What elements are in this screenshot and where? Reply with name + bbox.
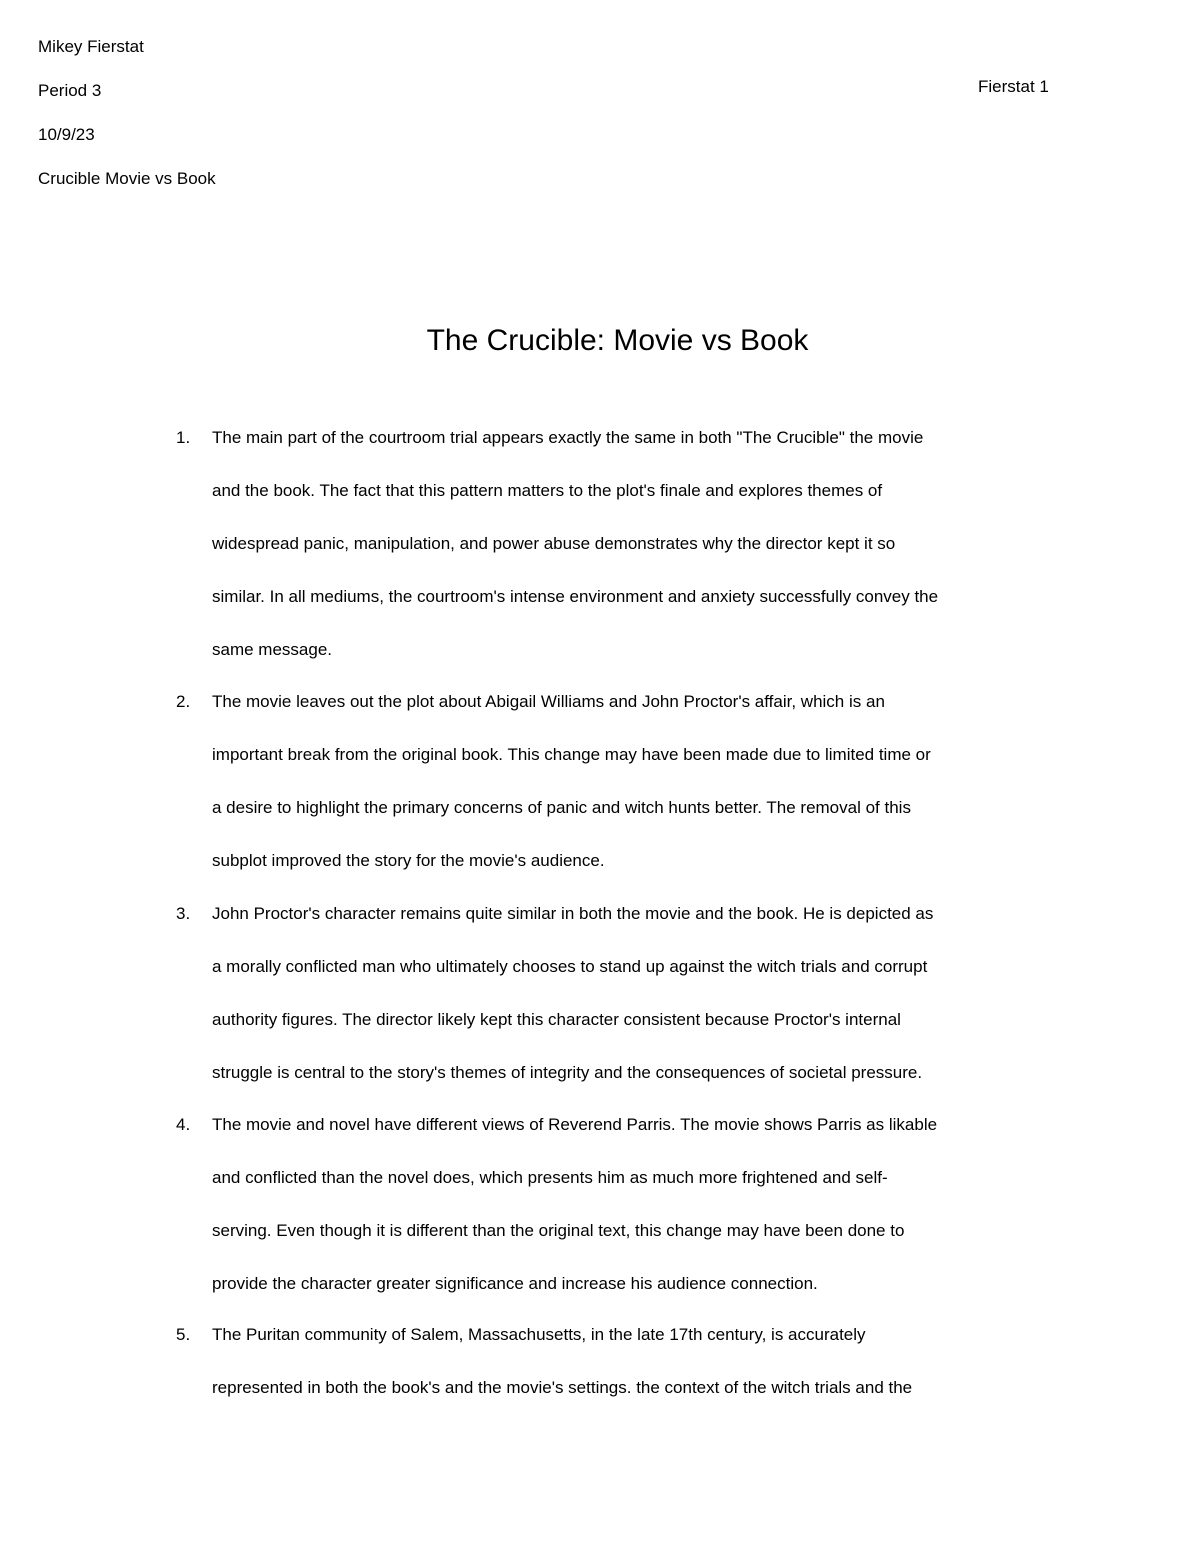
text-line: The main part of the courtroom trial appears exactly the same in both "The Crucible" the movie (212, 428, 924, 447)
text-line: authority figures. The director likely kept this character consistent because Proctor's internal (212, 1010, 901, 1029)
list-item-number: 4. (176, 1115, 191, 1134)
text-line: widespread panic, manipulation, and power abuse demonstrates why the director kept it so (212, 534, 896, 553)
student-name: Mikey Fierstat (38, 37, 144, 56)
text-line: and conflicted than the novel does, which presents him as much more frightened and self- (212, 1168, 888, 1187)
list-item-number: 2. (176, 692, 191, 711)
text-line: and the book. The fact that this pattern matters to the plot's finale and explores themes of (212, 481, 883, 500)
text-line: struggle is central to the story's themes of integrity and the consequences of societal pressure. (212, 1063, 923, 1082)
text-line: The movie and novel have different views of Reverend Parris. The movie shows Parris as likable (212, 1115, 938, 1134)
text-line: important break from the original book. This change may have been made due to limited time or (212, 745, 931, 764)
class-period: Period 3 (38, 81, 102, 100)
text-line: a morally conflicted man who ultimately chooses to stand up against the witch trials and corrupt (212, 957, 928, 976)
text-line: represented in both the book's and the movie's settings. the context of the witch trials and the (212, 1378, 913, 1397)
page-number: Fierstat 1 (978, 77, 1049, 96)
text-line: serving. Even though it is different than the original text, this change may have been done to (212, 1221, 905, 1240)
text-line: a desire to highlight the primary concerns of panic and witch hunts better. The removal of this (212, 798, 911, 817)
text-line: The movie leaves out the plot about Abigail Williams and John Proctor's affair, which is an (212, 692, 885, 711)
text-line: similar. In all mediums, the courtroom's intense environment and anxiety successfully convey the (212, 587, 939, 606)
list-item-number: 5. (176, 1325, 191, 1344)
list-item-number: 3. (176, 904, 191, 923)
text-line: subplot improved the story for the movie's audience. (212, 851, 605, 870)
submission-date: 10/9/23 (38, 125, 95, 144)
text-line: John Proctor's character remains quite similar in both the movie and the book. He is depicted as (212, 904, 934, 923)
student-header (38, 36, 216, 212)
text-line: The Puritan community of Salem, Massachusetts, in the late 17th century, is accurately (212, 1325, 866, 1344)
text-line: same message. (212, 640, 332, 659)
text-line: provide the character greater significance and increase his audience connection. (212, 1274, 818, 1293)
list-item-number: 1. (176, 428, 191, 447)
document-title: The Crucible: Movie vs Book (426, 324, 809, 357)
assignment-name: Crucible Movie vs Book (38, 169, 216, 188)
